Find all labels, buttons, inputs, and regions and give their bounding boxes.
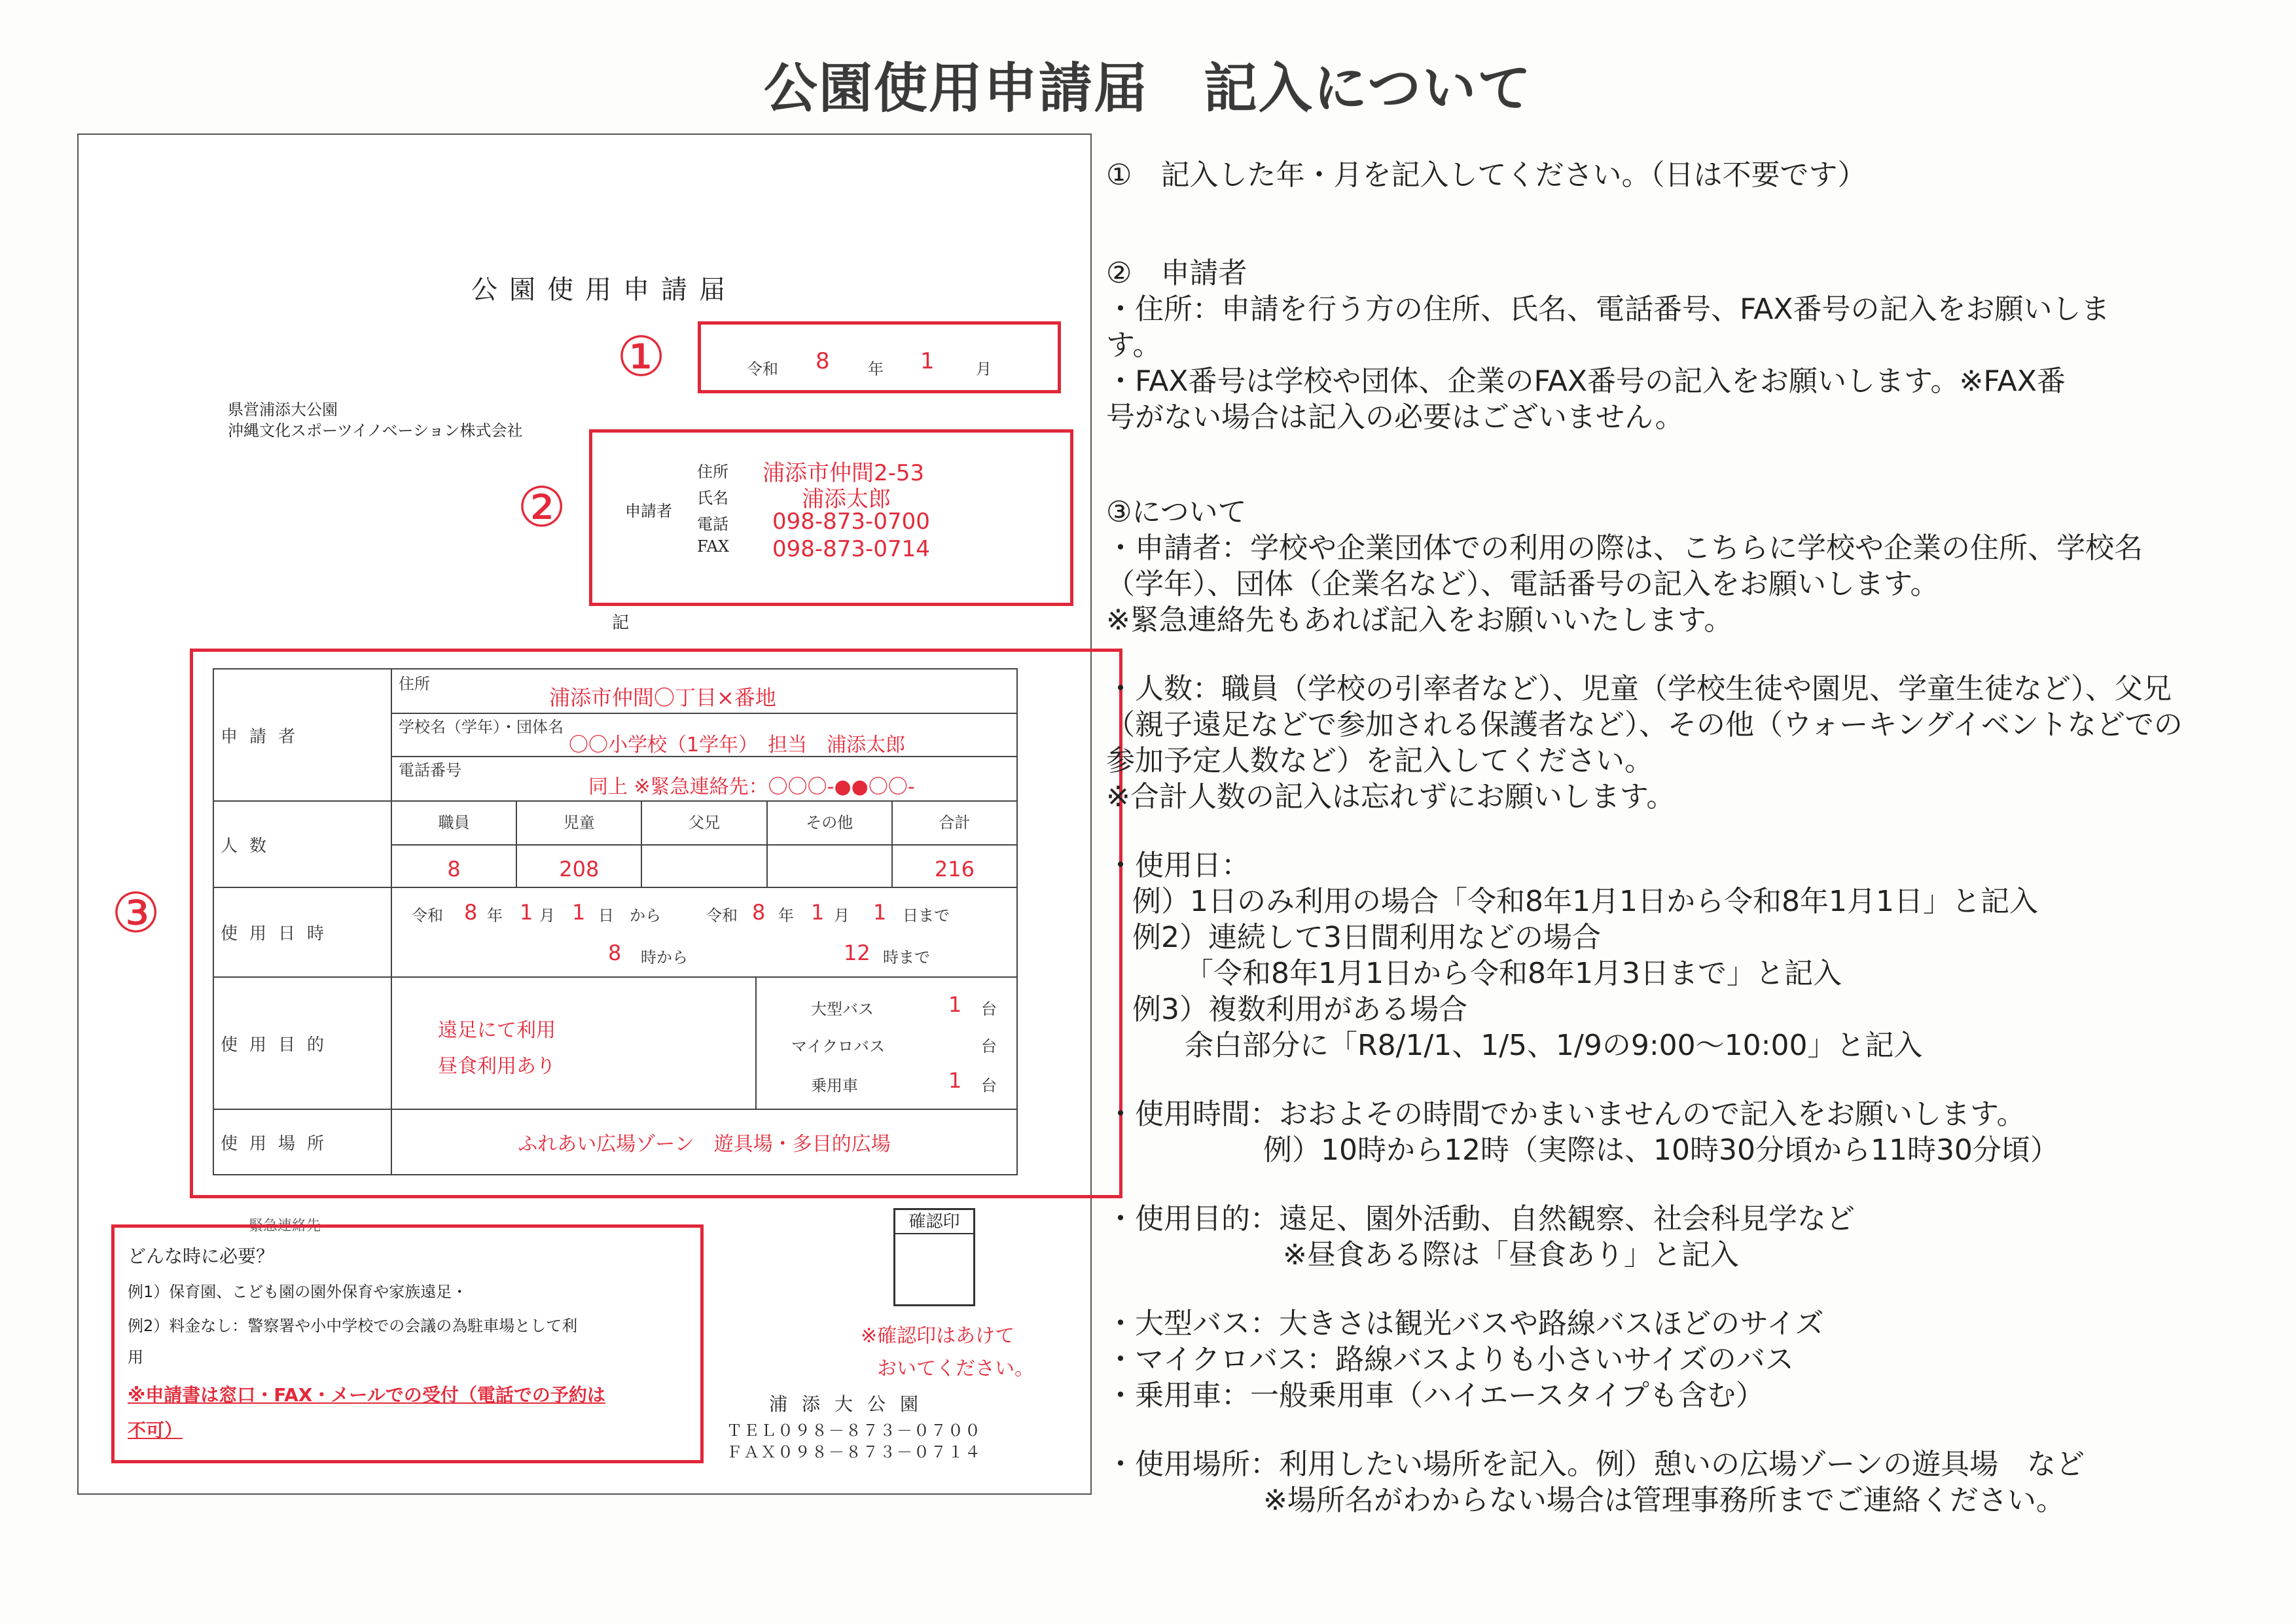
count-value: 216 — [934, 857, 975, 882]
purpose-line2: 昼食利用あり — [438, 1055, 556, 1078]
count-column — [641, 802, 766, 887]
time-from: 8 — [608, 940, 622, 965]
table-school-label: 学校名（学年）・団体名 — [399, 718, 564, 736]
section-9-line2: ※場所名がわからない場合は管理事務所までご連絡ください。 — [1263, 1484, 2065, 1517]
table-place-cell — [391, 1109, 1017, 1175]
section-5-example2b: 「令和8年1月1日から令和8年1月3日まで」と記入 — [1185, 957, 1842, 990]
count-value — [768, 846, 891, 887]
form-owner-line1: 県営浦添大公園 — [228, 401, 338, 419]
section-3-heading: ③について — [1106, 495, 1247, 529]
count-column — [516, 802, 641, 887]
section-7-line1: ・使用目的：遠足、園外活動、自然観察、社会科見学など — [1106, 1202, 1855, 1236]
time-to: 12 — [844, 940, 870, 965]
date-month-from: 1 — [520, 900, 533, 925]
count-header: その他 — [768, 802, 891, 846]
count-header: 合計 — [893, 802, 1016, 846]
date-era-from: 令和 — [412, 906, 443, 925]
note-example-1: 例1）保育園、こども園の園外保育や家族遠足・ — [128, 1283, 468, 1301]
table-phone-label: 電話番号 — [399, 761, 461, 779]
car-count: 1 — [948, 1068, 962, 1093]
applicant-name-label: 氏名 — [697, 489, 728, 507]
note-warning-1: ※申請書は窓口・FAX・メールでの受付（電話での予約は — [128, 1384, 605, 1406]
date-year-to: 8 — [752, 900, 766, 925]
applicant-fax: 098-873-0714 — [772, 536, 930, 562]
count-header: 児童 — [517, 802, 641, 846]
confirm-seal-label: 確認印 — [893, 1208, 975, 1234]
section-3-line3: ※緊急連絡先もあれば記入をお願いいたします。 — [1106, 603, 1733, 637]
date-day-to: 1 — [873, 900, 887, 925]
applicant-tel-label: 電話 — [697, 515, 728, 533]
note-highlight-box — [111, 1224, 704, 1463]
car-unit: 台 — [981, 1077, 997, 1095]
mark-1: ① — [617, 325, 666, 389]
date-era-to: 令和 — [706, 906, 738, 925]
table-address-value: 浦添市仲間〇丁目×番地 — [549, 685, 776, 710]
micro-unit: 台 — [981, 1037, 997, 1056]
car-label: 乗用車 — [811, 1077, 858, 1095]
place-value: ふれあい広場ゾーン 遊具場・多目的広場 — [518, 1133, 891, 1156]
count-value: 208 — [559, 857, 600, 882]
table-phone-value: 同上 ※緊急連絡先：〇〇〇-●●〇〇- — [588, 776, 915, 798]
form-owner-line2: 沖縄文化スポーツイノベーション株式会社 — [228, 421, 523, 440]
time-from-unit: 時から — [641, 948, 688, 967]
bus-unit: 台 — [981, 1000, 997, 1018]
hidden-label: 緊急連絡先 — [249, 1218, 321, 1234]
date-made: 日まで — [903, 906, 950, 925]
time-to-unit: 時まで — [883, 948, 930, 967]
section-4-line4: ※合計人数の記入は忘れずにお願いします。 — [1106, 780, 1676, 813]
date-highlight-box — [698, 321, 1061, 393]
section-2-line4: 号がない場合は記入の必要はございません。 — [1106, 401, 1684, 434]
table-applicant-cell — [391, 669, 1017, 801]
table-count-label: 人数 — [213, 801, 391, 887]
note-warning-2: 不可） — [128, 1419, 183, 1441]
date-month-unit-to: 月 — [834, 906, 850, 925]
section-8-line3: ・乗用車：一般乗用車（ハイエースタイプも含む） — [1106, 1379, 1765, 1412]
section-5-example2: 例2）連続して3日間利用などの場合 — [1132, 921, 1601, 954]
section-9-line1: ・使用場所：利用したい場所を記入。例）憩いの広場ゾーンの遊具場 など — [1106, 1448, 2085, 1481]
date-kara: 日 から — [598, 906, 661, 925]
section-3-line1: ・申請者：学校や企業団体での利用の際は、こちらに学校や企業の住所、学校名 — [1106, 531, 2143, 565]
park-name: 浦添大公園 — [769, 1393, 933, 1415]
section-8-line1: ・大型バス：大きさは観光バスや路線バスほどのサイズ — [1106, 1307, 1824, 1340]
section-2-line1: ・住所：申請を行う方の住所、氏名、電話番号、FAX番号の記入をお願いしま — [1106, 293, 2110, 326]
applicant-fax-label: FAX — [697, 537, 729, 556]
section-3-line2: （学年）、団体（企業名など）、電話番号の記入をお願いします。 — [1106, 567, 1939, 601]
table-date-label: 使用日時 — [213, 887, 391, 977]
date-month-unit: 月 — [976, 360, 992, 378]
confirm-note-1: ※確認印はあけて — [861, 1325, 1015, 1347]
applicant-tel: 098-873-0700 — [772, 508, 930, 535]
date-era: 令和 — [747, 360, 778, 378]
section-2-line2: す。 — [1106, 329, 1162, 362]
table-place-label: 使用場所 — [213, 1109, 391, 1175]
section-6-line1: ・使用時間：おおよその時間でかまいませんので記入をお願いします。 — [1106, 1097, 2026, 1131]
date-year-unit: 年 — [868, 360, 884, 378]
date-month: 1 — [920, 348, 935, 374]
date-year-unit-to: 年 — [778, 906, 794, 925]
ki-label: 記 — [612, 613, 630, 633]
bus-count: 1 — [948, 992, 962, 1017]
date-year-unit-from: 年 — [487, 906, 503, 925]
section-4-line2: （親子遠足などで参加される保護者など）、その他（ウォーキングイベントなどでの — [1106, 708, 2183, 741]
section-4-line3: 参加予定人数など）を記入してください。 — [1106, 744, 1653, 777]
section-6-line2: 例）10時から12時（実際は、10時30分頃から11時30分頃） — [1263, 1133, 2059, 1167]
sample-form-sheet — [77, 134, 1092, 1495]
section-2-heading: ② 申請者 — [1106, 257, 1247, 290]
section-5-heading: ・使用日： — [1106, 849, 1250, 882]
micro-label: マイクロバス — [791, 1037, 886, 1056]
date-year: 8 — [816, 348, 830, 374]
count-value — [642, 846, 766, 887]
table-school-value: 〇〇小学校（1学年） 担当 浦添太郎 — [569, 734, 906, 757]
table-applicant-label: 申請者 — [213, 669, 391, 801]
date-year-from: 8 — [464, 900, 478, 925]
applicant-name: 浦添太郎 — [802, 486, 891, 512]
park-fax: ＦＡＸ０９８－８７３－０７１４ — [726, 1443, 982, 1461]
mark-3: ③ — [111, 881, 161, 945]
count-header: 父兄 — [642, 802, 766, 846]
mark-2: ② — [517, 475, 567, 539]
note-question: どんな時に必要？ — [128, 1245, 275, 1267]
form-title: 公園使用申請届 — [471, 275, 737, 305]
section-7-line2: ※昼食ある際は「昼食あり」と記入 — [1283, 1238, 1739, 1272]
count-column — [392, 802, 516, 887]
count-column — [891, 802, 1016, 887]
date-day-from: 1 — [572, 900, 586, 925]
count-header: 職員 — [392, 802, 516, 846]
section-5-example3: 例3）複数利用がある場合 — [1132, 993, 1467, 1026]
applicant-address-label: 住所 — [697, 463, 728, 481]
section-1: ① 記入した年・月を記入してください。（日は不要です） — [1106, 158, 1867, 192]
date-month-to: 1 — [811, 900, 825, 925]
section-5-example3b: 余白部分に「R8/1/1、1/5、1/9の9:00～10:00」と記入 — [1185, 1029, 1923, 1062]
table-purpose-cell — [391, 977, 1017, 1109]
bus-label: 大型バス — [811, 1000, 874, 1018]
count-value: 8 — [447, 857, 461, 882]
count-column — [766, 802, 891, 887]
table-count-cell — [391, 801, 1017, 887]
application-table — [213, 668, 1018, 1175]
section-2-line3: ・FAX番号は学校や団体、企業のFAX番号の記入をお願いします。※FAX番 — [1106, 365, 2066, 398]
note-example-2: 例2）料金なし：警察署や小中学校での会議の為駐車場として利 — [128, 1317, 578, 1335]
section-8-line2: ・マイクロバス：路線バスよりも小さいサイズのバス — [1106, 1343, 1794, 1376]
table-date-cell — [391, 887, 1017, 977]
confirm-note-2: おいてください。 — [877, 1357, 1034, 1380]
applicant-address: 浦添市仲間2-53 — [762, 460, 925, 486]
table-purpose-label: 使用目的 — [213, 977, 391, 1109]
park-tel: ＴＥＬ０９８－８７３－０７００ — [726, 1421, 982, 1440]
section-4-line1: ・人数：職員（学校の引率者など）、児童（学校生徒や園児、学童生徒など）、父兄 — [1106, 672, 2172, 705]
applicant-highlight-box — [589, 429, 1073, 606]
date-month-unit-from: 月 — [539, 906, 555, 925]
section-5-example1: 例）1日のみ利用の場合「令和8年1月1日から令和8年1月1日」と記入 — [1132, 885, 2038, 918]
table-address-label: 住所 — [399, 675, 430, 693]
applicant-heading: 申請者 — [625, 502, 672, 520]
page-title: 公園使用申請届 記入について — [763, 58, 1533, 120]
note-example-2b: 用 — [128, 1348, 143, 1366]
purpose-line1: 遠足にて利用 — [438, 1019, 556, 1042]
